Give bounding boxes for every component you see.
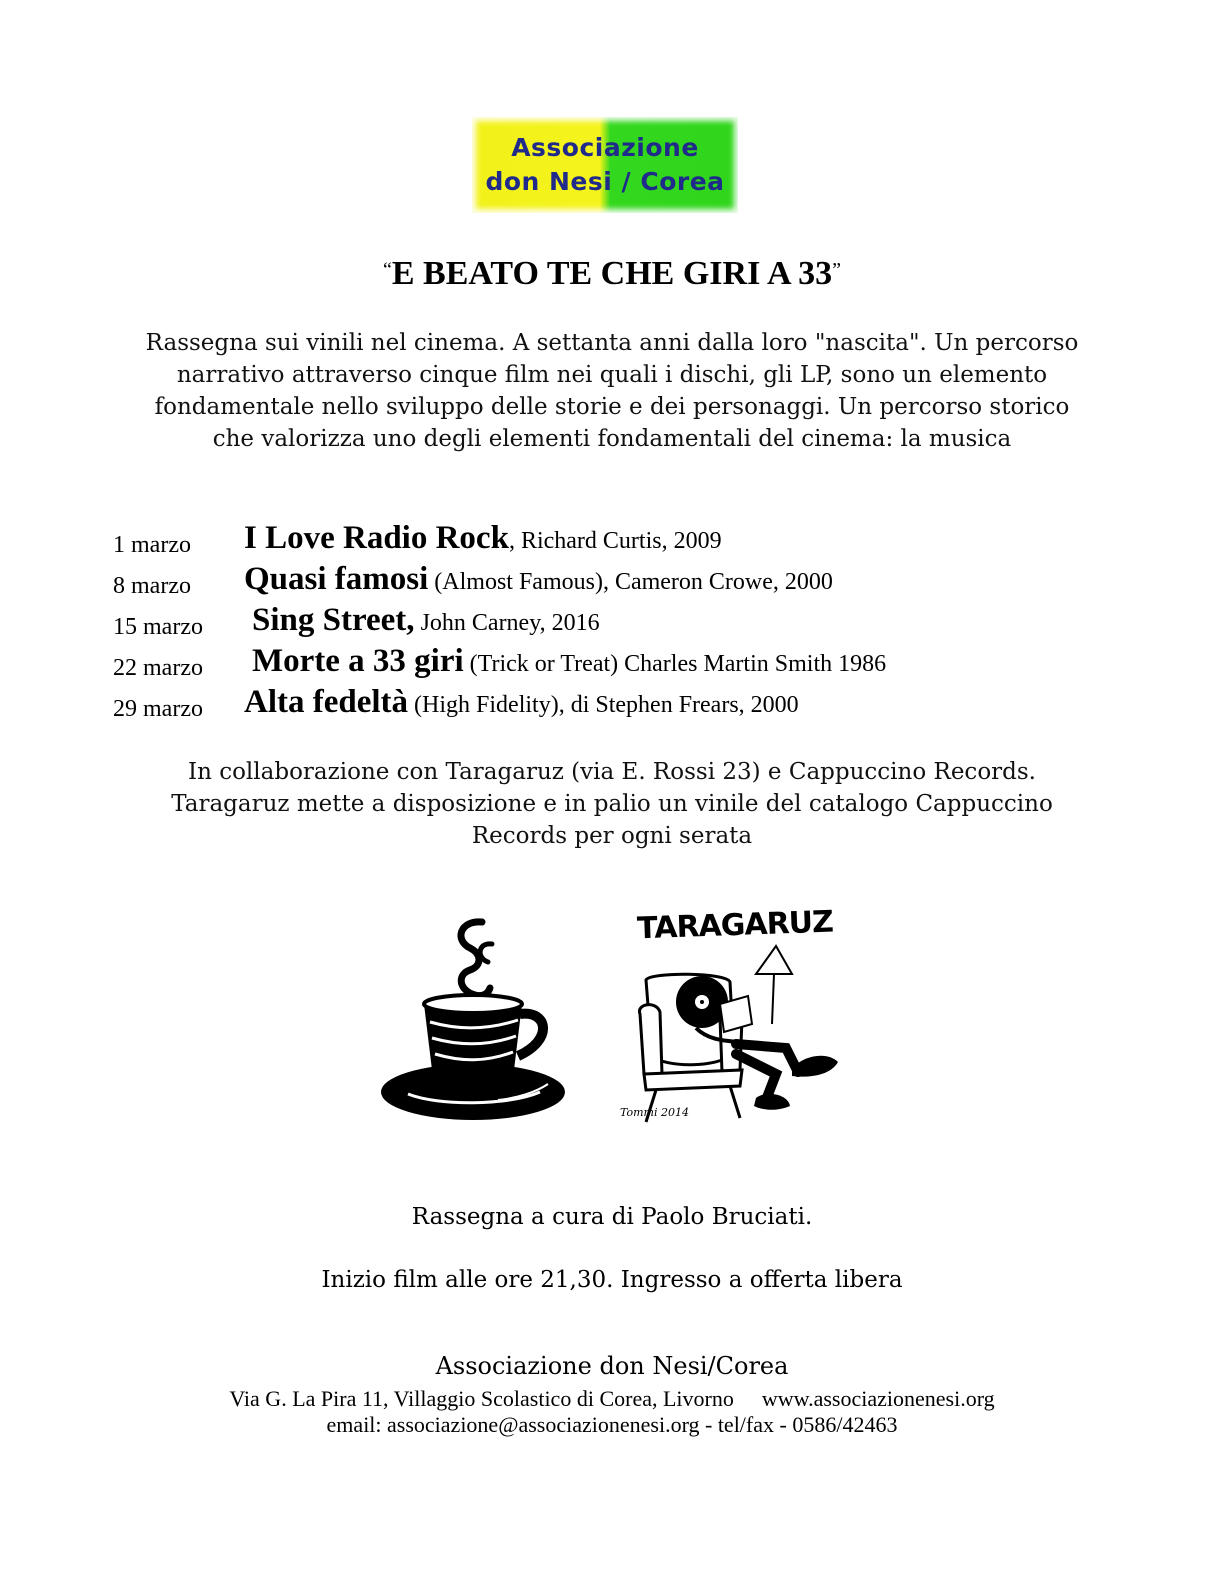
footer-org-name: Associazione don Nesi/Corea	[435, 1352, 789, 1380]
intro-paragraph: Rassegna sui vinili nel cinema. A settanta anni dalla loro "nascita". Un percorso narrativo attraverso cinque film nei quali i dischi, gli LP, sono un elemento fondamentale nello sviluppo delle storie e dei personaggi. Un percorso storico che valorizza uno degli elementi fondamentali del cinema: la musica	[145, 330, 1079, 452]
page-title	[0, 255, 1224, 293]
schedule-date: 1 marzo	[113, 532, 191, 558]
title-text: E BEATO TE CHE GIRI A 33	[391, 255, 833, 292]
schedule-date: 22 marzo	[113, 655, 203, 681]
taragaruz-title: TARAGARUZ	[636, 904, 834, 947]
film-details: , Richard Curtis, 2009	[508, 528, 722, 554]
film-details: (Trick or Treat) Charles Martin Smith 1986	[463, 651, 887, 677]
film-title: Quasi famosi	[244, 561, 429, 597]
logo-line-2: don Nesi / Corea	[485, 167, 725, 196]
film-title: Morte a 33 giri	[252, 643, 464, 679]
film-details: John Carney, 2016	[414, 610, 600, 636]
collaboration-paragraph: In collaborazione con Taragaruz (via E. Rossi 23) e Cappuccino Records. Taragaruz mette a disposizione e in palio un vinile del catalogo Cappuccino Records per ogni serata	[171, 759, 1053, 849]
film-details: (Almost Famous), Cameron Crowe, 2000	[428, 569, 833, 595]
footer-address: Via G. La Pira 11, Villaggio Scolastico di Corea, Livorno	[229, 1386, 734, 1411]
title-open-quote: “	[382, 259, 392, 281]
schedule-date: 8 marzo	[113, 573, 191, 599]
schedule-date: 29 marzo	[113, 696, 203, 722]
curator-line: Rassegna a cura di Paolo Bruciati.	[411, 1204, 813, 1230]
film-title: Alta fedeltà	[244, 684, 409, 720]
start-info-line: Inizio film alle ore 21,30. Ingresso a offerta libera	[321, 1267, 903, 1293]
coffee-cup-icon	[378, 914, 568, 1124]
artist-signature: Tommi 2014	[620, 1106, 689, 1119]
armchair-reader-icon	[616, 944, 854, 1126]
logo-line-1: Associazione	[511, 133, 699, 162]
title-close-quote: ”	[832, 259, 842, 281]
film-title: I Love Radio Rock	[244, 520, 509, 556]
film-title: Sing Street,	[252, 602, 415, 638]
schedule-date: 15 marzo	[113, 614, 203, 640]
taragaruz-logo	[616, 904, 854, 1126]
film-details: (High Fidelity), di Stephen Frears, 2000	[408, 692, 799, 718]
footer-website-link[interactable]: www.associazionenesi.org	[761, 1386, 995, 1411]
footer-contact-line[interactable]: email: associazione@associazionenesi.org - tel/fax - 0586/42463	[326, 1412, 898, 1437]
association-logo	[472, 117, 738, 213]
footer-address-line	[0, 1386, 1224, 1412]
